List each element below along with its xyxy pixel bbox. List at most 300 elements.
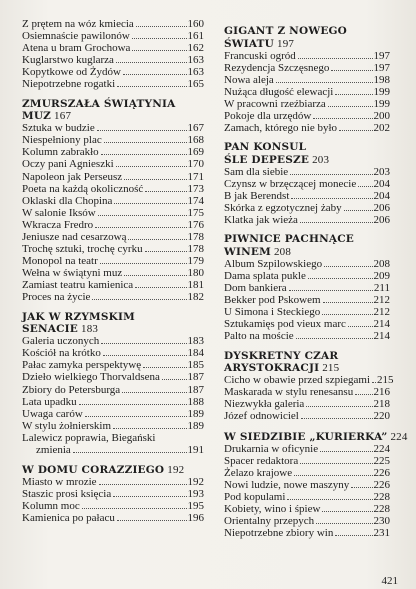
entry-page-number: 220 (373, 410, 390, 423)
entry-title: Zamach, którego nie było (224, 122, 338, 135)
entry-page-number: 184 (187, 347, 204, 360)
toc-entry (224, 214, 390, 226)
entry-page-number: 202 (373, 122, 390, 135)
toc-entry (224, 318, 390, 330)
dot-leader (296, 338, 373, 339)
dot-leader (328, 106, 373, 107)
chapter-title: GIGANT Z NOWEGO (224, 25, 348, 37)
toc-entry (22, 396, 204, 408)
chapter-heading-line (22, 110, 204, 122)
chapter-title: ŚWIATU (224, 37, 275, 50)
toc-entry (22, 335, 204, 347)
entry-title: Nużąca długość elewacji (224, 85, 334, 98)
toc-entry (224, 503, 390, 515)
toc-entry (22, 171, 204, 183)
dot-leader (113, 496, 186, 497)
entry-title: Czynsz w brzęczącej monecie (224, 177, 357, 190)
entry-title: Nowi ludzie, nowe maszyny (224, 478, 350, 491)
dot-leader (79, 404, 187, 405)
dot-leader (335, 535, 372, 536)
chapter-page-number: 208 (273, 245, 292, 258)
entry-page-number: 197 (373, 61, 390, 74)
entry-title: Miasto w mrozie (22, 476, 97, 489)
dot-leader (162, 379, 187, 380)
entry-page-number: 160 (187, 18, 204, 30)
chapter-title: MUZ (22, 110, 52, 123)
dot-leader (308, 278, 373, 279)
entry-page-number: 165 (187, 78, 204, 91)
chapter-page-number: 224 (390, 430, 408, 443)
entry-title: Oczy pani Agnieszki (22, 158, 114, 171)
toc-entry (22, 158, 204, 170)
chapter-page-number: 183 (81, 323, 99, 336)
dot-leader (103, 355, 187, 356)
toc-entry (22, 146, 204, 158)
dot-leader (324, 266, 372, 267)
dot-leader (124, 179, 186, 180)
toc-entry (224, 294, 390, 306)
dot-leader (323, 302, 373, 303)
toc-entry (22, 384, 204, 396)
dot-leader (123, 74, 187, 75)
toc-entry (22, 279, 204, 291)
entry-title: Staszic prosi księcia (22, 488, 112, 501)
entry-title: Rezydencja Szczęsnego (224, 61, 330, 74)
toc-entry (22, 134, 204, 146)
toc-entry (224, 527, 390, 539)
chapter-title: SENACIE (22, 323, 79, 336)
dot-leader (145, 251, 187, 252)
entry-page-number: 226 (373, 466, 390, 479)
toc-left-column (22, 18, 204, 525)
entry-title: Klatka jak wieża (224, 214, 298, 227)
entry-page-number: 187 (187, 383, 204, 396)
toc-entry (224, 374, 394, 387)
toc-entry (224, 386, 390, 398)
chapter-page-number: 215 (322, 362, 340, 375)
toc-entry (224, 515, 390, 527)
entry-title: Palto na moście (224, 330, 294, 343)
entry-page-number: 196 (187, 512, 204, 525)
toc-entry (22, 255, 204, 267)
entry-title: Pod kopulami (224, 491, 286, 503)
entry-page-number: 211 (373, 282, 390, 295)
entry-title: Dama splata pukle (224, 270, 306, 282)
chapter-page-number: 192 (167, 464, 185, 477)
entry-title: Uwaga carów (22, 407, 83, 420)
chapter-heading (22, 464, 204, 476)
dot-leader (339, 130, 372, 131)
entry-title: Kościół na krótko (22, 347, 101, 360)
toc-entry (224, 282, 390, 294)
entry-page-number: 231 (373, 527, 390, 540)
entry-title: U Simona i Steckiego (224, 306, 321, 319)
dot-leader (320, 451, 372, 452)
entry-title: Francuski ogród (224, 49, 296, 62)
dot-leader (82, 508, 187, 509)
entry-title: Poeta na każdą okoliczność (22, 182, 144, 195)
entry-page-number: 208 (373, 257, 390, 270)
dot-leader (116, 166, 187, 167)
entry-page-number: 179 (187, 255, 204, 268)
entry-page-number: 167 (187, 122, 204, 135)
entry-page-number: 199 (373, 97, 390, 110)
entry-page-number: 216 (373, 386, 390, 399)
dot-leader (300, 222, 373, 223)
toc-entry (22, 347, 204, 359)
entry-page-number: 189 (187, 407, 204, 420)
chapter-heading-line (224, 154, 390, 166)
toc-entry (22, 183, 204, 195)
toc-entry (22, 359, 204, 371)
entry-title: Kobiety, wino i śpiew (224, 503, 321, 516)
entry-title: W pracowni rzeźbiarza (224, 97, 326, 110)
dot-leader (98, 215, 187, 216)
chapter-title: PAN KONSUL (224, 141, 307, 154)
entry-page-number: 187 (187, 371, 204, 384)
entry-page-number: 188 (187, 395, 204, 408)
toc-entry (224, 202, 390, 214)
entry-title: Sztukamięs pod vieux marc (224, 318, 346, 331)
entry-page-number: 209 (373, 270, 390, 282)
toc-entry (22, 371, 204, 383)
toc-entry (22, 207, 204, 219)
chapter-heading (224, 26, 390, 50)
entry-page-number: 183 (187, 335, 204, 348)
dot-leader (85, 416, 187, 417)
chapter-heading (224, 351, 390, 375)
toc-entry (224, 178, 390, 190)
entry-title: W stylu żołnierskim (22, 419, 112, 432)
entry-page-number: 171 (187, 170, 204, 183)
entry-page-number: 197 (373, 49, 390, 62)
entry-title: Monopol na teatr (22, 255, 98, 268)
entry-title: W salonie Iksów (22, 206, 96, 219)
chapter-title: ARYSTOKRACJI (224, 362, 320, 375)
toc-entry (22, 18, 204, 30)
dot-leader (116, 62, 187, 63)
dot-leader (358, 186, 372, 187)
chapter-heading-line (22, 464, 204, 476)
chapter-heading (224, 234, 390, 258)
dot-leader (290, 174, 372, 175)
toc-entry (22, 30, 204, 42)
entry-title: Jeniusze nad cesarzową (22, 231, 127, 243)
toc-entry (224, 306, 390, 318)
chapter-title: ZMURSZAŁA ŚWIĄTYNIA (22, 97, 176, 110)
dot-leader (95, 227, 186, 228)
entry-page-number: 218 (373, 398, 390, 411)
entry-title: Trochę sztuki, trochę cyrku (22, 243, 143, 256)
chapter-heading-line (224, 430, 408, 443)
entry-title: Żelazo krajowe (224, 466, 293, 479)
dot-leader (128, 239, 186, 240)
dot-leader (313, 118, 372, 119)
toc-entry (224, 86, 390, 98)
chapter-page-number: 197 (277, 37, 295, 50)
toc-entry (22, 408, 204, 420)
entry-page-number: 163 (187, 66, 204, 79)
entry-page-number: 163 (187, 54, 204, 67)
entry-page-number: 176 (187, 218, 204, 231)
chapter-heading-line (224, 362, 390, 374)
entry-title: Cicho w obawie przed szpiegami (224, 374, 371, 387)
dot-leader (276, 82, 373, 83)
entry-title: Galeria uczonych (22, 335, 100, 348)
entry-page-number: 193 (187, 488, 204, 501)
toc-right-column (224, 18, 408, 540)
dot-leader (145, 191, 186, 192)
entry-title: Dom bankiera (224, 282, 287, 295)
toc-entry (224, 467, 390, 479)
dot-leader (113, 428, 186, 429)
entry-title: Lata upadku (22, 395, 77, 408)
dot-leader (322, 511, 372, 512)
entry-title: Skórka z egzotycznej żaby (224, 202, 342, 215)
dot-leader (117, 520, 187, 521)
entry-page-number: 226 (373, 478, 390, 491)
chapter-title: JAK W RZYMSKIM (22, 310, 135, 323)
chapter-heading (224, 142, 390, 166)
entry-page-number: 185 (187, 359, 204, 372)
entry-page-number: 161 (187, 30, 204, 43)
entry-title: Kamienica po pałacu (22, 512, 115, 525)
entry-page-number: 181 (187, 279, 204, 292)
dot-leader (294, 475, 372, 476)
entry-title: Zamiast teatru kamienica (22, 279, 134, 292)
toc-entry (224, 443, 390, 455)
toc-entry-continued (22, 444, 204, 456)
entry-title: Orientalny przepych (224, 515, 315, 528)
toc-entry (22, 231, 204, 243)
entry-page-number: 228 (373, 491, 390, 503)
chapter-page-number: 203 (312, 153, 330, 166)
toc-entry (224, 190, 390, 202)
entry-page-number: 204 (373, 177, 390, 190)
dot-leader (351, 487, 372, 488)
entry-page-number: 225 (373, 454, 390, 467)
chapter-heading (22, 99, 204, 123)
dot-leader (316, 523, 372, 524)
dot-leader (372, 382, 376, 383)
entry-title: Atena u bram Grochowa (22, 42, 131, 55)
entry-title: Pałac zamyka perspektywę (22, 359, 142, 372)
dot-leader (143, 367, 186, 368)
chapter-title: W DOMU CORAZZIEGO (22, 464, 165, 477)
dot-leader (291, 198, 372, 199)
toc-entry (22, 243, 204, 255)
entry-title: Kuglarstwo kuglarza (22, 54, 114, 67)
dot-leader (301, 418, 373, 419)
entry-page-number: 178 (187, 243, 204, 256)
chapter-title: PIWNICE PACHNĄCE (224, 233, 354, 246)
dot-leader (124, 275, 186, 276)
toc-entry (224, 98, 390, 110)
toc-entry (224, 410, 390, 422)
dot-leader (132, 50, 186, 51)
entry-page-number: 178 (187, 231, 204, 243)
entry-page-number: 191 (187, 444, 204, 456)
chapter-heading (22, 312, 204, 336)
entry-title: Maskarada w stylu renesansu (224, 386, 354, 399)
dot-leader (122, 392, 186, 393)
dot-leader (335, 94, 372, 95)
dot-leader (135, 287, 186, 288)
toc-entry (224, 110, 390, 122)
entry-title: Wełna w świątyni muz (22, 267, 123, 280)
toc-entry (224, 74, 390, 86)
dot-leader (117, 86, 186, 87)
entry-page-number: 224 (373, 442, 390, 455)
entry-title: Album Szpilowskiego (224, 257, 323, 270)
toc-entry (224, 479, 390, 491)
toc-entry (22, 420, 204, 432)
dot-leader (322, 314, 372, 315)
entry-page-number: 168 (187, 134, 204, 147)
page-number: 421 (381, 575, 398, 587)
entry-page-number: 199 (373, 85, 390, 98)
entry-page-number: 175 (187, 206, 204, 219)
chapter-heading-line (224, 38, 390, 50)
entry-title: Proces na życie (22, 291, 91, 304)
chapter-title: W SIEDZIBIE „KURIERKA” (224, 430, 388, 443)
entry-page-number: 200 (373, 110, 390, 123)
chapter-title: ŚLE DEPESZE (224, 153, 310, 166)
dot-leader (114, 203, 186, 204)
entry-page-number: 203 (373, 165, 390, 178)
entry-title: Bekker pod Pskowem (224, 294, 321, 307)
entry-title: Niespełniony plac (22, 134, 102, 147)
dot-leader (306, 406, 372, 407)
toc-entry (22, 42, 204, 54)
dot-leader (100, 263, 187, 264)
entry-title: Lalewicz poprawia, Biegański (22, 431, 156, 444)
entry-title: Sam dla siebie (224, 165, 289, 178)
dot-leader (289, 290, 373, 291)
entry-page-number: 215 (377, 374, 394, 387)
entry-title-continued: zmienia (36, 444, 71, 456)
chapter-heading-line (224, 246, 390, 258)
dot-leader (331, 70, 372, 71)
entry-title: Zbiory do Petersburga (22, 383, 121, 396)
entry-title: Niepotrzebne zbiory win (224, 527, 334, 540)
entry-page-number: 195 (187, 500, 204, 513)
entry-page-number: 230 (373, 515, 390, 528)
toc-entry (22, 488, 204, 500)
toc-entry (22, 512, 204, 524)
toc-entry (22, 122, 204, 134)
dot-leader (104, 142, 187, 143)
dot-leader (73, 452, 187, 453)
entry-title: Z prętem na wóz kmiecia (22, 18, 134, 30)
entry-page-number: 228 (373, 503, 390, 516)
entry-page-number: 198 (373, 73, 390, 86)
chapter-title: WINEM (224, 245, 271, 258)
toc-entry (224, 330, 390, 342)
entry-page-number: 192 (187, 476, 204, 489)
entry-page-number: 162 (187, 42, 204, 55)
toc-entry (224, 62, 390, 74)
toc-entry (22, 195, 204, 207)
dot-leader (298, 58, 373, 59)
entry-title: Niezwykła galeria (224, 398, 305, 411)
toc-entry (22, 432, 204, 444)
entry-page-number: 169 (187, 146, 204, 159)
dot-leader (348, 326, 373, 327)
dot-leader (132, 38, 187, 39)
entry-page-number: 214 (373, 330, 390, 343)
entry-page-number: 182 (187, 291, 204, 304)
entry-title: Nowa aleja (224, 73, 274, 86)
toc-entry (22, 78, 204, 90)
dot-leader (300, 463, 372, 464)
entry-title: Niepotrzebne rogatki (22, 78, 116, 91)
entry-title: Oklaski dla Chopina (22, 194, 113, 207)
dot-leader (101, 343, 186, 344)
dot-leader (92, 299, 186, 300)
entry-title: Wkracza Fredro (22, 218, 94, 231)
dot-leader (136, 26, 187, 27)
entry-page-number: 174 (187, 194, 204, 207)
entry-page-number: 204 (373, 190, 390, 203)
entry-page-number: 206 (373, 202, 390, 215)
toc-entry (224, 455, 390, 467)
chapter-title: DYSKRETNY CZAR (224, 349, 339, 362)
toc-entry (224, 50, 390, 62)
entry-title: Kopytkowe od Żydów (22, 66, 121, 79)
entry-page-number: 180 (187, 267, 204, 280)
entry-title: Sztuka w budzie (22, 122, 95, 135)
toc-entry (224, 270, 390, 282)
entry-page-number: 212 (373, 294, 390, 307)
entry-title: Dzieło wielkiego Thorvaldsena (22, 371, 160, 384)
toc-entry (224, 258, 390, 270)
entry-page-number: 173 (187, 182, 204, 195)
chapter-heading (224, 430, 408, 443)
toc-entry (224, 491, 390, 503)
dot-leader (355, 394, 372, 395)
entry-title: Spacer redaktora (224, 454, 299, 467)
entry-page-number: 170 (187, 158, 204, 171)
entry-page-number: 206 (373, 214, 390, 227)
entry-title: B jak Berendst (224, 190, 290, 203)
toc-entry (22, 476, 204, 488)
entry-page-number: 212 (373, 306, 390, 319)
entry-title: Kolumn moc (22, 500, 80, 513)
entry-title: Pokoje dla urzędów (224, 110, 312, 123)
dot-leader (287, 499, 372, 500)
entry-page-number: 214 (373, 318, 390, 331)
toc-entry (224, 166, 390, 178)
entry-title: Kolumn zabrakło (22, 146, 99, 159)
dot-leader (101, 154, 187, 155)
toc-entry (22, 54, 204, 66)
toc-entry (224, 398, 390, 410)
dot-leader (97, 130, 187, 131)
dot-leader (99, 484, 187, 485)
toc-entry (22, 267, 204, 279)
entry-page-number: 189 (187, 419, 204, 432)
entry-title: Napoleon jak Perseusz (22, 170, 123, 183)
toc-entry (22, 66, 204, 78)
entry-title: Józef odnowiciel (224, 410, 299, 423)
toc-entry (22, 291, 204, 303)
entry-title: Drukarnia w oficynie (224, 442, 319, 455)
toc-entry (22, 219, 204, 231)
toc-entry (22, 500, 204, 512)
chapter-heading-line (22, 323, 204, 335)
chapter-page-number: 167 (54, 110, 72, 123)
